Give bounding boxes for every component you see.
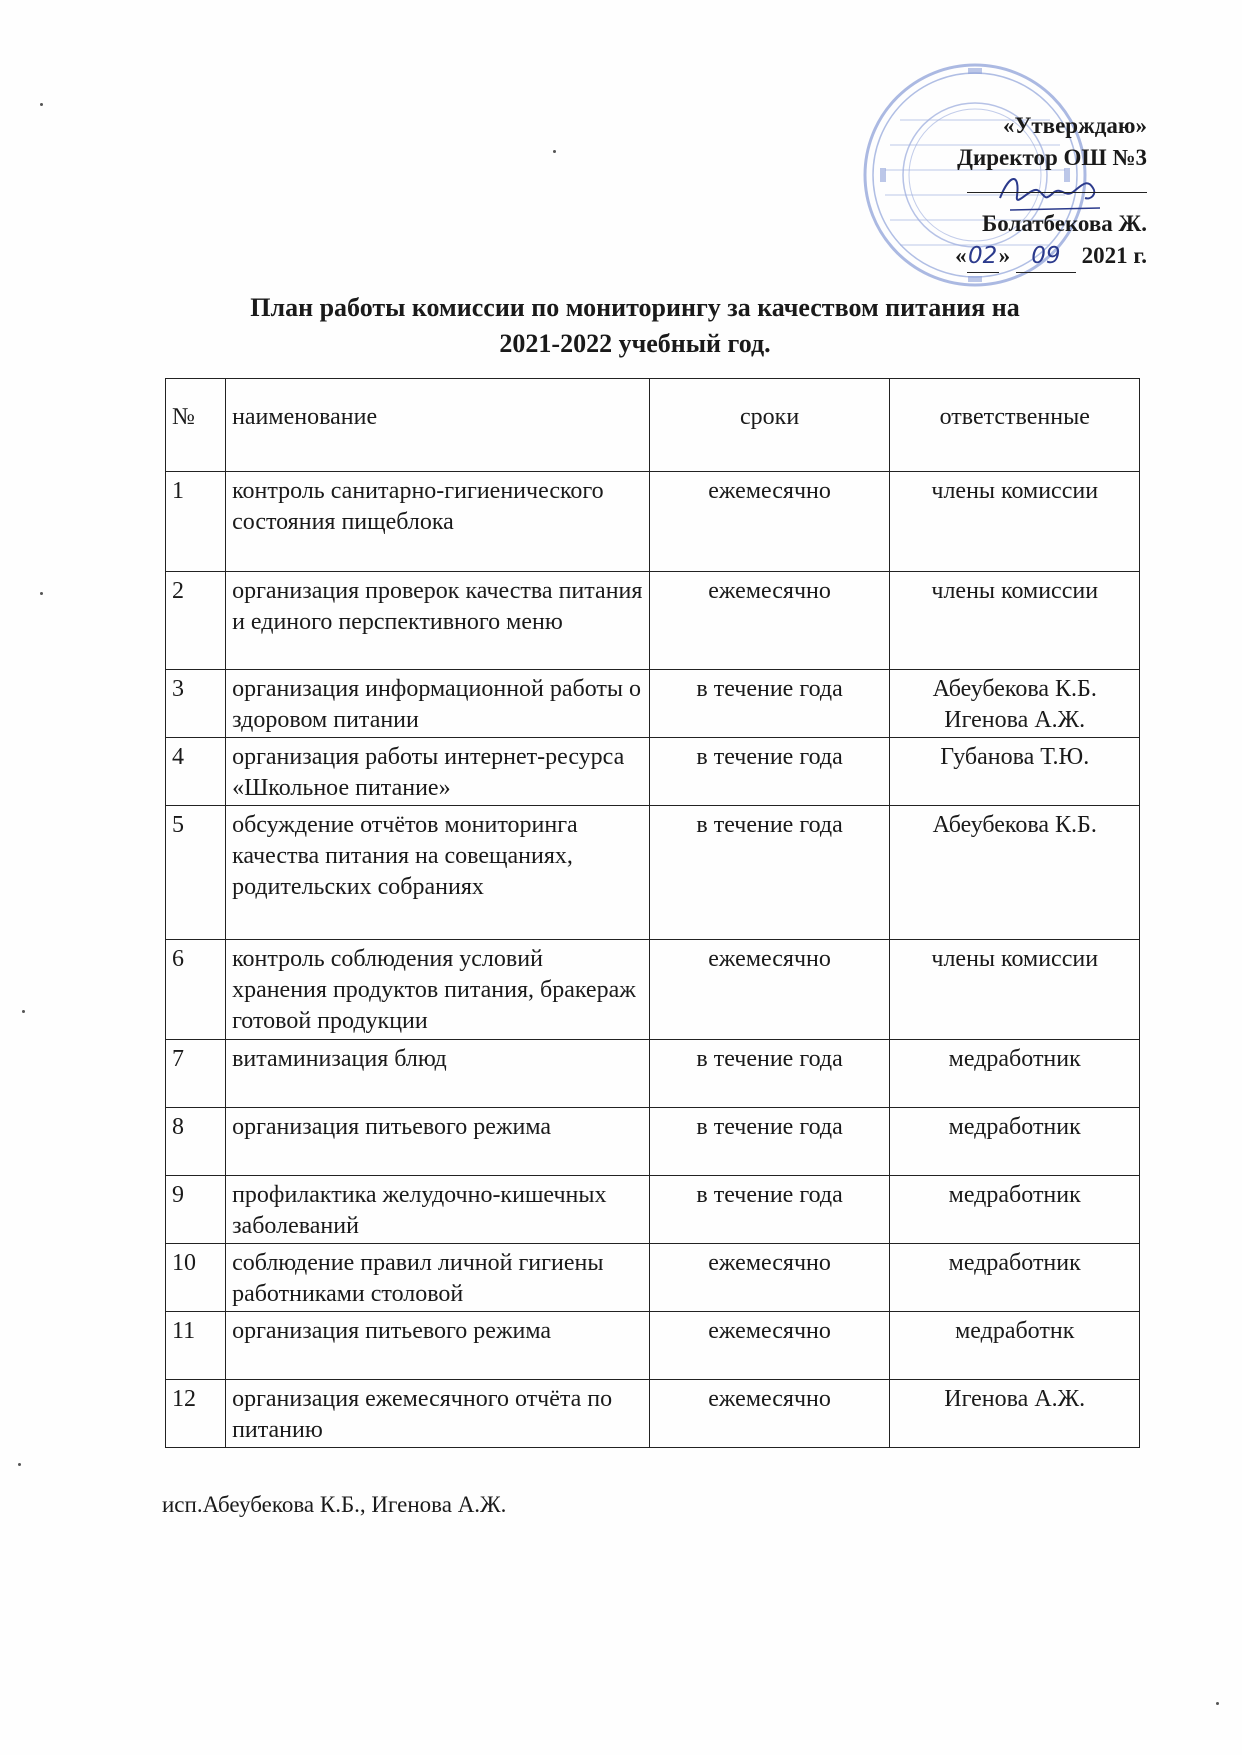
row-name: организация информационной работы о здоровом питании [226,670,650,738]
table-row [166,670,1140,738]
signature-line [967,174,1147,193]
row-name: организация питьевого режима [226,1108,650,1176]
table-row [166,806,1140,940]
date-year: 2021 г. [1081,243,1147,268]
row-num: 4 [166,738,226,806]
row-term: ежемесячно [649,472,890,572]
table-row [166,472,1140,572]
row-responsible: медработник [890,1040,1140,1108]
date-day: 02 [967,240,999,273]
row-term: ежемесячно [649,1312,890,1380]
row-num: 1 [166,472,226,572]
row-term: ежемесячно [649,1244,890,1312]
title-line-2: 2021-2022 учебный год. [499,329,771,358]
row-responsible: члены комиссии [890,472,1140,572]
row-name: контроль соблюдения условий хранения продуктов питания, бракераж готовой продукции [226,940,650,1040]
row-num: 12 [166,1380,226,1448]
table-row [166,1244,1140,1312]
table-row [166,1176,1140,1244]
header-responsible: ответственные [890,379,1140,472]
approval-block [827,110,1147,273]
approve-label: «Утверждаю» [1003,113,1147,138]
row-num: 8 [166,1108,226,1176]
approval-date [827,240,1147,273]
title-line-1: План работы комиссии по мониторингу за качеством питания на [250,293,1020,322]
table-row [166,940,1140,1040]
scan-speck [22,1010,25,1013]
row-num: 7 [166,1040,226,1108]
scan-speck [18,1463,21,1466]
row-term: в течение года [649,1040,890,1108]
row-responsible: медработник [890,1176,1140,1244]
header-term: сроки [649,379,890,472]
row-term: в течение года [649,738,890,806]
row-num: 9 [166,1176,226,1244]
row-term: в течение года [649,670,890,738]
table-row [166,738,1140,806]
row-name: соблюдение правил личной гигиены работниками столовой [226,1244,650,1312]
row-term: в течение года [649,1176,890,1244]
row-term: ежемесячно [649,940,890,1040]
row-name: профилактика желудочно-кишечных заболеваний [226,1176,650,1244]
header-name: наименование [226,379,650,472]
date-close-quote: » [998,243,1011,268]
director-title: Директор ОШ №3 [957,145,1147,170]
row-responsible: медработнк [890,1312,1140,1380]
row-name: организация работы интернет-ресурса «Школьное питание» [226,738,650,806]
row-responsible: Абеубекова К.Б. Игенова А.Ж. [890,670,1140,738]
table-header-row [166,379,1140,472]
row-name: организация ежемесячного отчёта по питанию [226,1380,650,1448]
header-num: № [166,379,226,472]
row-name: организация питьевого режима [226,1312,650,1380]
date-open-quote: « [955,243,967,268]
row-name: организация проверок качества питания и единого перспективного меню [226,572,650,670]
row-responsible: Абеубекова К.Б. [890,806,1140,940]
row-name: обсуждение отчётов мониторинга качества питания на совещаниях, родительских собраниях [226,806,650,940]
row-term: ежемесячно [649,1380,890,1448]
scan-speck [1216,1702,1219,1705]
table-row [166,1380,1140,1448]
table-row [166,572,1140,670]
plan-table [165,378,1140,1448]
scan-speck [40,592,43,595]
row-responsible: Губанова Т.Ю. [890,738,1140,806]
table-row [166,1108,1140,1176]
table-row [166,1040,1140,1108]
row-responsible: члены комиссии [890,572,1140,670]
row-name: контроль санитарно-гигиенического состояния пищеблока [226,472,650,572]
row-num: 6 [166,940,226,1040]
row-term: ежемесячно [649,572,890,670]
row-term: в течение года [649,1108,890,1176]
row-name: витаминизация блюд [226,1040,650,1108]
row-num: 11 [166,1312,226,1380]
row-responsible: медработник [890,1108,1140,1176]
date-month: 09 [1016,240,1076,273]
row-responsible: медработник [890,1244,1140,1312]
row-num: 3 [166,670,226,738]
table-row [166,1312,1140,1380]
row-num: 5 [166,806,226,940]
row-num: 10 [166,1244,226,1312]
row-num: 2 [166,572,226,670]
executor-note: исп.Абеубекова К.Б., Игенова А.Ж. [162,1492,507,1517]
scan-speck [553,150,556,153]
row-term: в течение года [649,806,890,940]
scan-speck [40,103,43,106]
row-responsible: члены комиссии [890,940,1140,1040]
director-name: Болатбекова Ж. [982,211,1147,236]
row-responsible: Игенова А.Ж. [890,1380,1140,1448]
document-title [160,290,1110,362]
